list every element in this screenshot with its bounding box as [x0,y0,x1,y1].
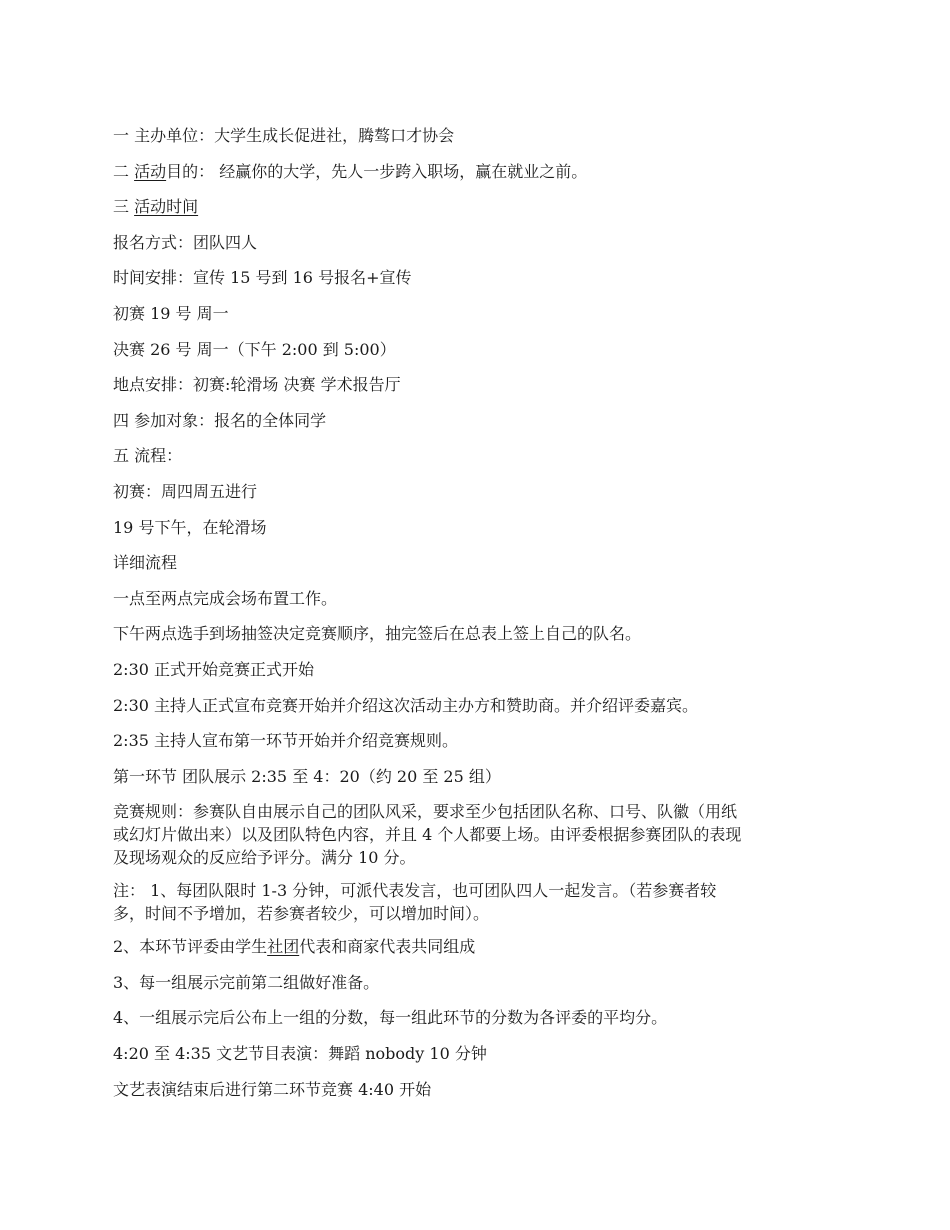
schedule-line: 时间安排：宣传 15 号到 16 号报名+宣传 [113,268,412,288]
start-line-2: 2:30 主持人正式宣布竞赛开始并介绍这次活动主办方和赞助商。并介绍评委嘉宾。 [113,695,699,715]
note-2-prefix: 2、本环节评委由学生 [113,937,268,957]
note-2-suffix: 代表和商家代表共同组成 [299,937,476,957]
purpose-underlined-word: 活动 [134,161,167,181]
activity-time-prefix: 三 [113,197,135,217]
participants-line: 四 参加对象：报名的全体同学 [113,410,327,430]
note-1-paragraph [113,879,841,925]
organizer-line: 一 主办单位：大学生成长促进社，腾骜口才协会 [113,126,455,145]
final-line: 决赛 26 号 周一（下午 2:00 到 5:00） [113,339,396,359]
rules-line-1: 竞赛规则：参赛队自由展示自己的团队风采，要求至少包括团队名称、口号、队徽（用纸 [113,802,738,822]
round1-announce-line: 2:35 主持人宣布第一环节开始并介绍竞赛规则。 [113,731,459,751]
purpose-text: 目的： 经赢你的大学，先人一步跨入职场，赢在就业之前。 [166,161,588,181]
prelim-place-line: 19 号下午，在轮滑场 [113,517,267,537]
document-body [113,124,841,1113]
note-4-line: 4、一组展示完后公布上一组的分数，每一组此环节的分数为各评委的平均分。 [113,1008,668,1028]
process-heading: 五 流程： [113,446,183,466]
note-3-line: 3、每一组展示完前第二组做好准备。 [113,972,380,992]
prelim-days-line: 初赛：周四周五进行 [113,481,258,501]
performance-line: 4:20 至 4:35 文艺节目表演：舞蹈 nobody 10 分钟 [113,1044,487,1064]
purpose-prefix: 二 [113,161,135,181]
note-1-line-1: 注： 1、每团队限时 1-3 分钟，可派代表发言，也可团队四人一起发言。（若参赛者较 [113,881,717,901]
rules-line-3: 及现场观众的反应给予评分。满分 10 分。 [113,848,416,868]
venue-line: 地点安排：初赛:轮滑场 决赛 学术报告厅 [113,375,401,395]
note-1-line-2: 多，时间不予增加，若参赛者较少，可以增加时间）。 [113,904,490,924]
draw-line: 下午两点选手到场抽签决定竞赛顺序，抽完签后在总表上签上自己的队名。 [113,624,642,644]
activity-time-heading [113,195,841,219]
detail-heading: 详细流程 [113,553,178,573]
purpose-line [113,160,841,184]
preliminary-line: 初赛 19 号 周一 [113,303,229,323]
start-line-1: 2:30 正式开始竞赛正式开始 [113,659,315,679]
round2-line: 文艺表演结束后进行第二环节竞赛 4:40 开始 [113,1079,432,1099]
activity-time-title: 活动时间 [134,197,199,217]
rules-line-2: 或幻灯片做出来）以及团队特色内容，并且 4 个人都要上场。由评委根据参赛团队的表现 [113,825,742,845]
round1-line: 第一环节 团队展示 2:35 至 4：20（约 20 至 25 组） [113,766,501,786]
setup-line: 一点至两点完成会场布置工作。 [113,588,338,608]
note-2-underlined-word: 社团 [267,937,300,957]
note-2-line [113,935,841,959]
signup-method-line: 报名方式：团队四人 [113,232,258,252]
rules-paragraph [113,800,841,869]
